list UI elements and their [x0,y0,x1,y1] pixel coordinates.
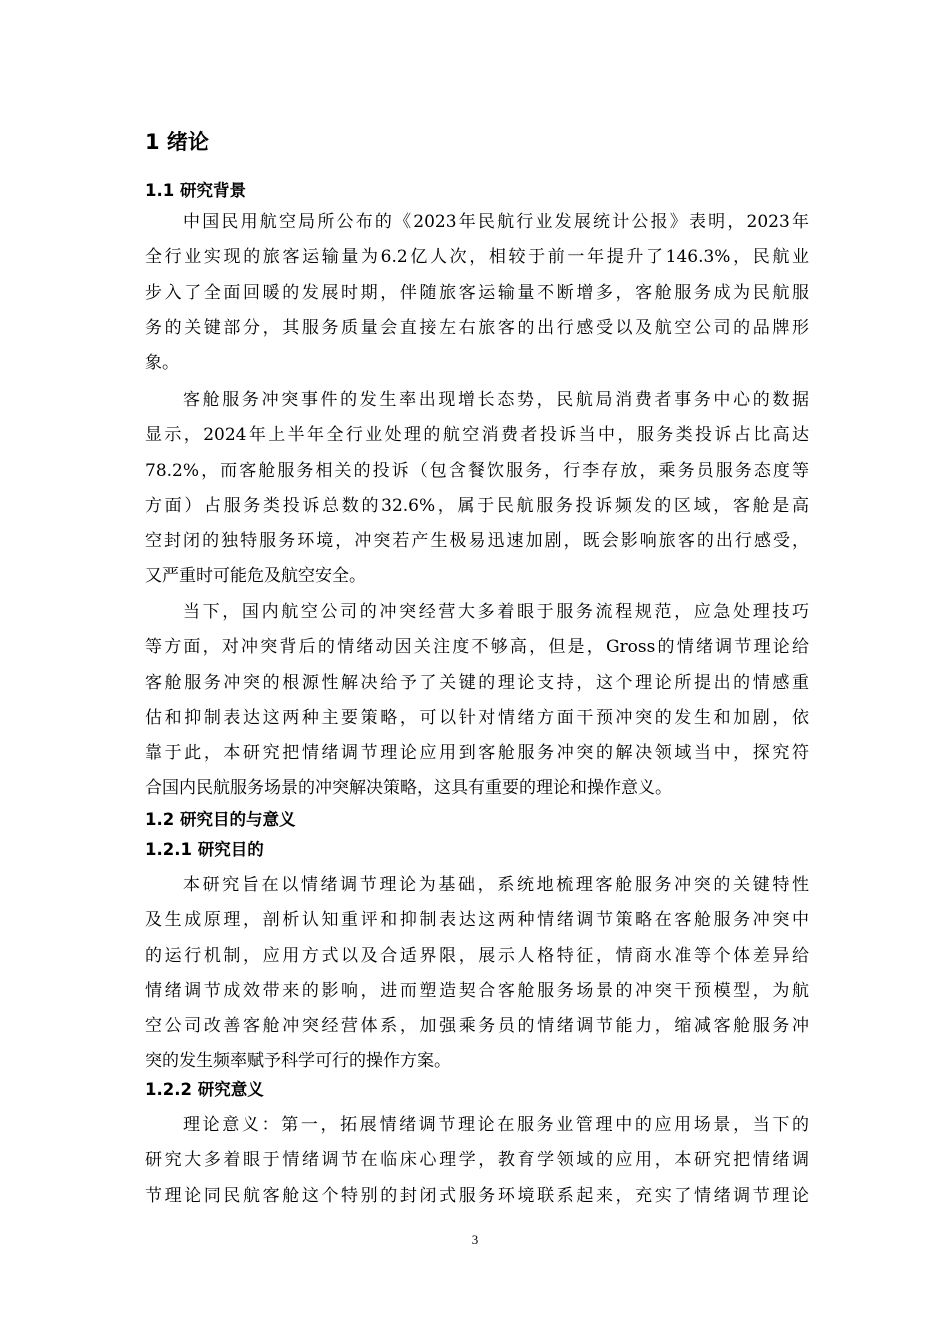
text-line: 步入了全面回暖的发展时期，伴随旅客运输量不断增多，客舱服务成为民航服 [145,282,809,303]
subsection-heading-1-2-2: 1.2.2 研究意义 [145,1080,264,1099]
text-line: 空公司改善客舱冲突经营体系，加强乘务员的情绪调节能力，缩减客舱服务冲 [145,1016,809,1037]
text-line: 务的关键部分，其服务质量会直接左右旅客的出行感受以及航空公司的品牌形 [145,317,809,338]
subsection-heading-1-2-1: 1.2.1 研究目的 [145,840,264,859]
section-heading-1-1: 1.1 研究背景 [145,181,246,200]
text-line: 又严重时可能危及航空安全。 [145,566,366,587]
text-line: 显示，2024年上半年全行业处理的航空消费者投诉当中，服务类投诉占比高达 [145,425,809,446]
paragraph-background-3 [145,595,809,807]
text-line: 估和抑制表达这两种主要策略，可以针对情绪方面干预冲突的发生和加剧，依 [145,707,809,728]
text-line: 研究大多着眼于情绪调节在临床心理学，教育学领域的应用，本研究把情绪调 [145,1150,809,1171]
text-line: 空封闭的独特服务环境，冲突若产生极易迅速加剧，既会影响旅客的出行感受， [145,531,809,552]
paragraph-significance [145,1108,809,1214]
text-line: 当下，国内航空公司的冲突经营大多着眼于服务流程规范，应急处理技巧 [183,602,809,622]
chapter-heading: 1 绪论 [145,130,209,154]
section-heading-1-2: 1.2 研究目的与意义 [145,810,296,829]
text-line: 及生成原理，剖析认知重评和抑制表达这两种情绪调节策略在客舱服务冲突中 [145,910,809,931]
text-line: 本研究旨在以情绪调节理论为基础，系统地梳理客舱服务冲突的关键特性 [183,875,809,895]
text-line: 突的发生频率赋予科学可行的操作方案。 [145,1051,451,1072]
text-line: 中国民用航空局所公布的《2023年民航行业发展统计公报》表明，2023年 [183,212,809,232]
paragraph-background-2 [145,383,809,595]
text-line: 靠于此，本研究把情绪调节理论应用到客舱服务冲突的解决领域当中，探究符 [145,743,809,764]
text-line: 情绪调节成效带来的影响，进而塑造契合客舱服务场景的冲突干预模型，为航 [145,980,809,1001]
text-line: 合国内民航服务场景的冲突解决策略，这具有重要的理论和操作意义。 [145,778,672,799]
text-line: 等方面，对冲突背后的情绪动因关注度不够高，但是，Gross的情绪调节理论给 [145,637,809,658]
paragraph-purpose [145,868,809,1080]
text-line: 节理论同民航客舱这个特别的封闭式服务环境联系起来，充实了情绪调节理论 [145,1185,809,1206]
text-line: 全行业实现的旅客运输量为6.2亿人次，相较于前一年提升了146.3%，民航业 [145,247,809,268]
text-line: 理论意义：第一，拓展情绪调节理论在服务业管理中的应用场景，当下的 [183,1115,809,1135]
paragraph-background-1 [145,205,809,381]
text-line: 的运行机制，应用方式以及合适界限，展示人格特征，情商水准等个体差异给 [145,945,809,966]
text-line: 方面）占服务类投诉总数的32.6%，属于民航服务投诉频发的区域，客舱是高 [145,495,809,516]
text-line: 客舱服务冲突的根源性解决给予了关键的理论支持，这个理论所提出的情感重 [145,672,809,693]
text-line: 象。 [145,353,179,374]
page-number: 3 [471,1232,479,1247]
text-line: 客舱服务冲突事件的发生率出现增长态势，民航局消费者事务中心的数据 [183,390,809,410]
text-line: 78.2%，而客舱服务相关的投诉（包含餐饮服务，行李存放，乘务员服务态度等 [145,460,809,481]
